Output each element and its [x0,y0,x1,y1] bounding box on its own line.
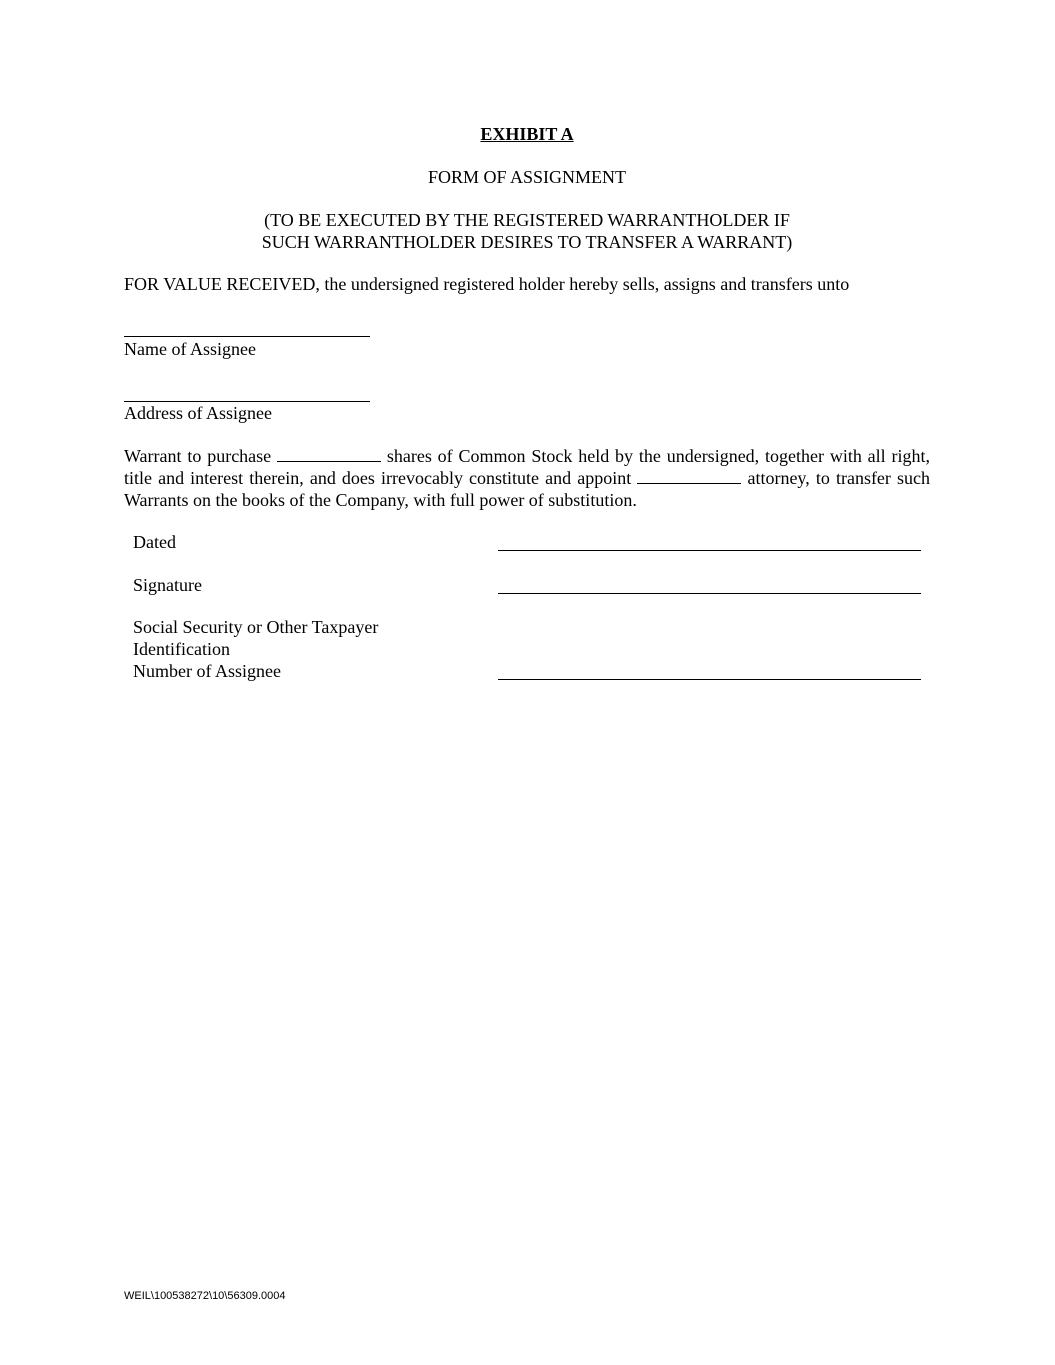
assignee-name-label: Name of Assignee [124,339,256,359]
assignee-address-label: Address of Assignee [124,403,272,423]
assignee-address-line[interactable] [124,401,370,402]
assignee-name-line[interactable] [124,336,370,337]
shares-blank[interactable] [277,447,381,462]
dated-line[interactable] [498,550,921,551]
dated-label: Dated [133,532,176,552]
opening-paragraph: FOR VALUE RECEIVED, the undersigned registered holder hereby sells, assigns and transfers unto [124,274,850,294]
form-subtitle: FORM OF ASSIGNMENT [427,167,627,187]
taxpayer-label-line-1: Social Security or Other Taxpayer [133,617,379,637]
taxpayer-id-label [133,616,378,682]
taxpayer-label-line-2: Identification [133,639,230,659]
warrant-paragraph [124,445,930,511]
signature-label: Signature [133,575,202,595]
attorney-blank[interactable] [637,469,741,484]
taxpayer-id-line[interactable] [498,679,921,680]
warrant-text-3: attorney, to transfer such Warrants on the books of the Company, with full power of substitution. [124,468,931,510]
instructions-line-2: SUCH WARRANTHOLDER DESIRES TO TRANSFER A WARRANT) [261,232,793,252]
document-footer-id: WEIL\100538272\10\56309.0004 [124,1290,286,1302]
instructions-line-1: (TO BE EXECUTED BY THE REGISTERED WARRANTHOLDER IF [264,210,790,230]
signature-line[interactable] [498,593,921,594]
warrant-text-2: shares of Common Stock held by the undersigned, together with all right, title and interest therein, and does irrevocably constitute and appoint [124,446,931,488]
taxpayer-label-line-3: Number of Assignee [133,661,281,681]
warrant-text-1: Warrant to purchase [124,446,272,466]
execution-instructions [124,209,930,253]
exhibit-title: EXHIBIT A [480,124,574,144]
